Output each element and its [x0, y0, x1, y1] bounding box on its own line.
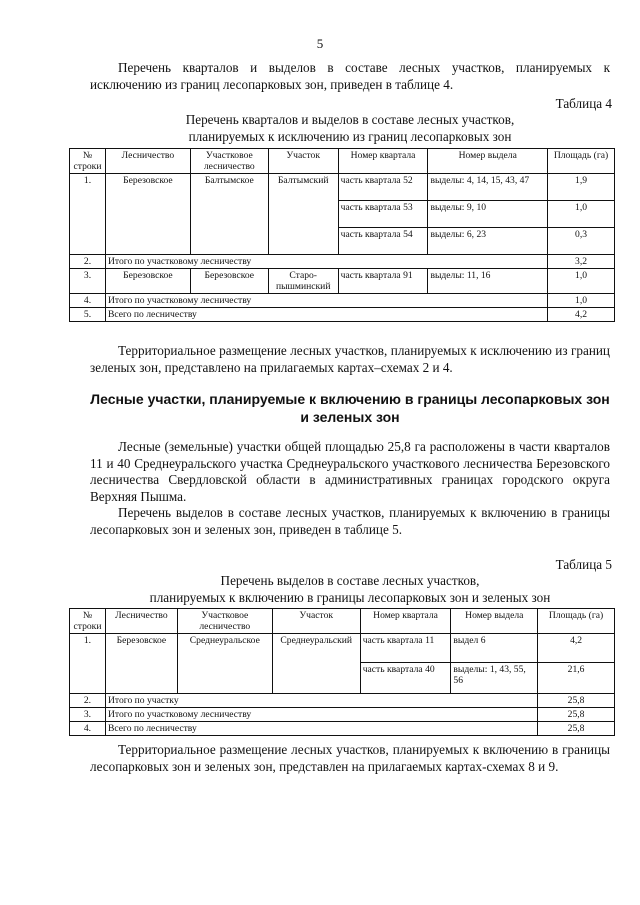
description-paragraph: Лесные (земельные) участки общей площадью 25,8 га расположены в части кварталов 11 и 40 Среднеуральского участка Среднеуральского участкового лесничества Березовского лесничества Свердловской области в административных границах городского округа Верхняя Пышма. — [90, 439, 610, 504]
t4-r3-les: Березовское — [105, 269, 190, 294]
territorial-table5: Территориальное размещение лесных участков, планируемых к включению в границы лесопарковых зон и зеленых зон, представлен на прилагаемых картах-схемах 8 и 9. — [90, 742, 610, 774]
t4-r1-les: Березовское — [105, 174, 190, 255]
table4-caption-line2: планируемых к исключению из границ лесопарковых зон — [188, 128, 512, 144]
t4-r1-uchles: Балтымское — [190, 174, 268, 255]
t5-r4-num: 4. — [70, 722, 106, 736]
t5-r1b-area: 21,6 — [538, 663, 615, 694]
table5-label: Таблица 5 — [555, 557, 612, 572]
table4-header-row — [70, 149, 615, 174]
t4-r1a-kv: часть квартала 52 — [338, 174, 428, 201]
intro-table4: Перечень кварталов и выделов в составе лесных участков, планируемых к исключению из границ лесопарковых зон, приведен в таблице 4. — [90, 60, 610, 92]
t4-r3-area: 1,0 — [548, 269, 615, 294]
section-heading — [90, 390, 610, 426]
t4-r3-num: 3. — [70, 269, 106, 294]
t4-h-uchles: Участковое лесничество — [190, 149, 268, 174]
intro-table5: Перечень выделов в составе лесных участков, планируемых к включению в границы лесопарковых зон и зеленых зон, приведен в таблице 5. — [90, 505, 610, 537]
t4-r4-label: Итого по участковому лесничеству — [105, 294, 547, 308]
t4-r1c-area: 0,3 — [548, 228, 615, 255]
t4-r1-num: 1. — [70, 174, 106, 255]
t4-h-vyd: Номер выдела — [428, 149, 548, 174]
t5-h-kv: Номер квартала — [360, 609, 451, 634]
t4-h-uch: Участок — [268, 149, 338, 174]
t4-r5-area: 4,2 — [548, 308, 615, 322]
t4-r3-kv: часть квартала 91 — [338, 269, 428, 294]
t4-h-num: № строки — [70, 149, 106, 174]
t4-r3-uchles: Березовское — [190, 269, 268, 294]
t5-r3-num: 3. — [70, 708, 106, 722]
t5-r1-num: 1. — [70, 634, 106, 694]
t5-r1a-kv: часть квартала 11 — [360, 634, 451, 663]
t5-h-uch: Участок — [272, 609, 360, 634]
page-number: 5 — [316, 36, 324, 51]
t4-r1-uch: Балтымский — [268, 174, 338, 255]
t4-r4-area: 1,0 — [548, 294, 615, 308]
territorial-table4: Территориальное размещение лесных участков, планируемых к исключению из границ зеленых зон, представлено на прилагаемых картах–схемах 2 и 4. — [90, 343, 610, 375]
table4 — [69, 148, 615, 322]
t5-r3-area: 25,8 — [538, 708, 615, 722]
t5-r1b-kv: часть квартала 40 — [360, 663, 451, 694]
t4-h-kv: Номер квартала — [338, 149, 428, 174]
t5-h-vyd: Номер выдела — [451, 609, 538, 634]
t5-r4-area: 25,8 — [538, 722, 615, 736]
t5-r4-label: Всего по лесничеству — [105, 722, 537, 736]
t4-r3-vyd: выделы: 11, 16 — [428, 269, 548, 294]
t4-r5-num: 5. — [70, 308, 106, 322]
t5-h-les: Лесничество — [105, 609, 177, 634]
t4-r1a-vyd: выделы: 4, 14, 15, 43, 47 — [428, 174, 548, 201]
t4-h-area: Площадь (га) — [548, 149, 615, 174]
t4-r2-num: 2. — [70, 255, 106, 269]
table4-label: Таблица 4 — [555, 96, 612, 111]
t4-r1c-kv: часть квартала 54 — [338, 228, 428, 255]
t5-r2-num: 2. — [70, 694, 106, 708]
table5-header-row — [70, 609, 615, 634]
table4-caption-line1: Перечень кварталов и выделов в составе лесных участков, — [185, 112, 515, 127]
t4-r5-label: Всего по лесничеству — [105, 308, 547, 322]
table5-caption-line2: планируемых к включению в границы лесопарковых зон и зеленых зон — [149, 589, 551, 605]
t4-r1b-vyd: выделы: 9, 10 — [428, 201, 548, 228]
t4-r3-uch: Старо- пышминский — [268, 269, 338, 294]
t5-r3-label: Итого по участковому лесничеству — [105, 708, 537, 722]
table4-caption — [90, 112, 610, 145]
t5-r1a-area: 4,2 — [538, 634, 615, 663]
t4-h-les: Лесничество — [105, 149, 190, 174]
t5-r1-uch: Среднеуральский — [272, 634, 360, 694]
t5-r2-area: 25,8 — [538, 694, 615, 708]
t5-r1b-vyd: выделы: 1, 43, 55, 56 — [451, 663, 538, 694]
table-row — [70, 294, 615, 308]
t4-r1b-area: 1,0 — [548, 201, 615, 228]
table-row — [70, 708, 615, 722]
t4-r1c-vyd: выделы: 6, 23 — [428, 228, 548, 255]
table-row — [70, 269, 615, 294]
table-row — [70, 308, 615, 322]
section-heading-line2: и зеленых зон — [300, 409, 400, 425]
t5-r2-label: Итого по участку — [105, 694, 537, 708]
t4-r1b-kv: часть квартала 53 — [338, 201, 428, 228]
t5-r1-les: Березовское — [105, 634, 177, 694]
t4-r2-area: 3,2 — [548, 255, 615, 269]
t5-r1a-vyd: выдел 6 — [451, 634, 538, 663]
t5-h-num: № строки — [70, 609, 106, 634]
table-row — [70, 634, 615, 663]
t4-r4-num: 4. — [70, 294, 106, 308]
t4-r1a-area: 1,9 — [548, 174, 615, 201]
table-row — [70, 174, 615, 201]
t5-h-area: Площадь (га) — [538, 609, 615, 634]
t5-h-uchles: Участковое лесничество — [177, 609, 272, 634]
table5-caption-line1: Перечень выделов в составе лесных участков, — [220, 573, 480, 588]
table-row — [70, 694, 615, 708]
table5-caption — [90, 573, 610, 606]
t5-r1-uchles: Среднеуральское — [177, 634, 272, 694]
table5 — [69, 608, 615, 736]
section-heading-line1: Лесные участки, планируемые к включению в границы лесопарковых зон — [90, 391, 610, 407]
table-row — [70, 255, 615, 269]
t4-r2-label: Итого по участковому лесничеству — [105, 255, 547, 269]
table-row — [70, 722, 615, 736]
